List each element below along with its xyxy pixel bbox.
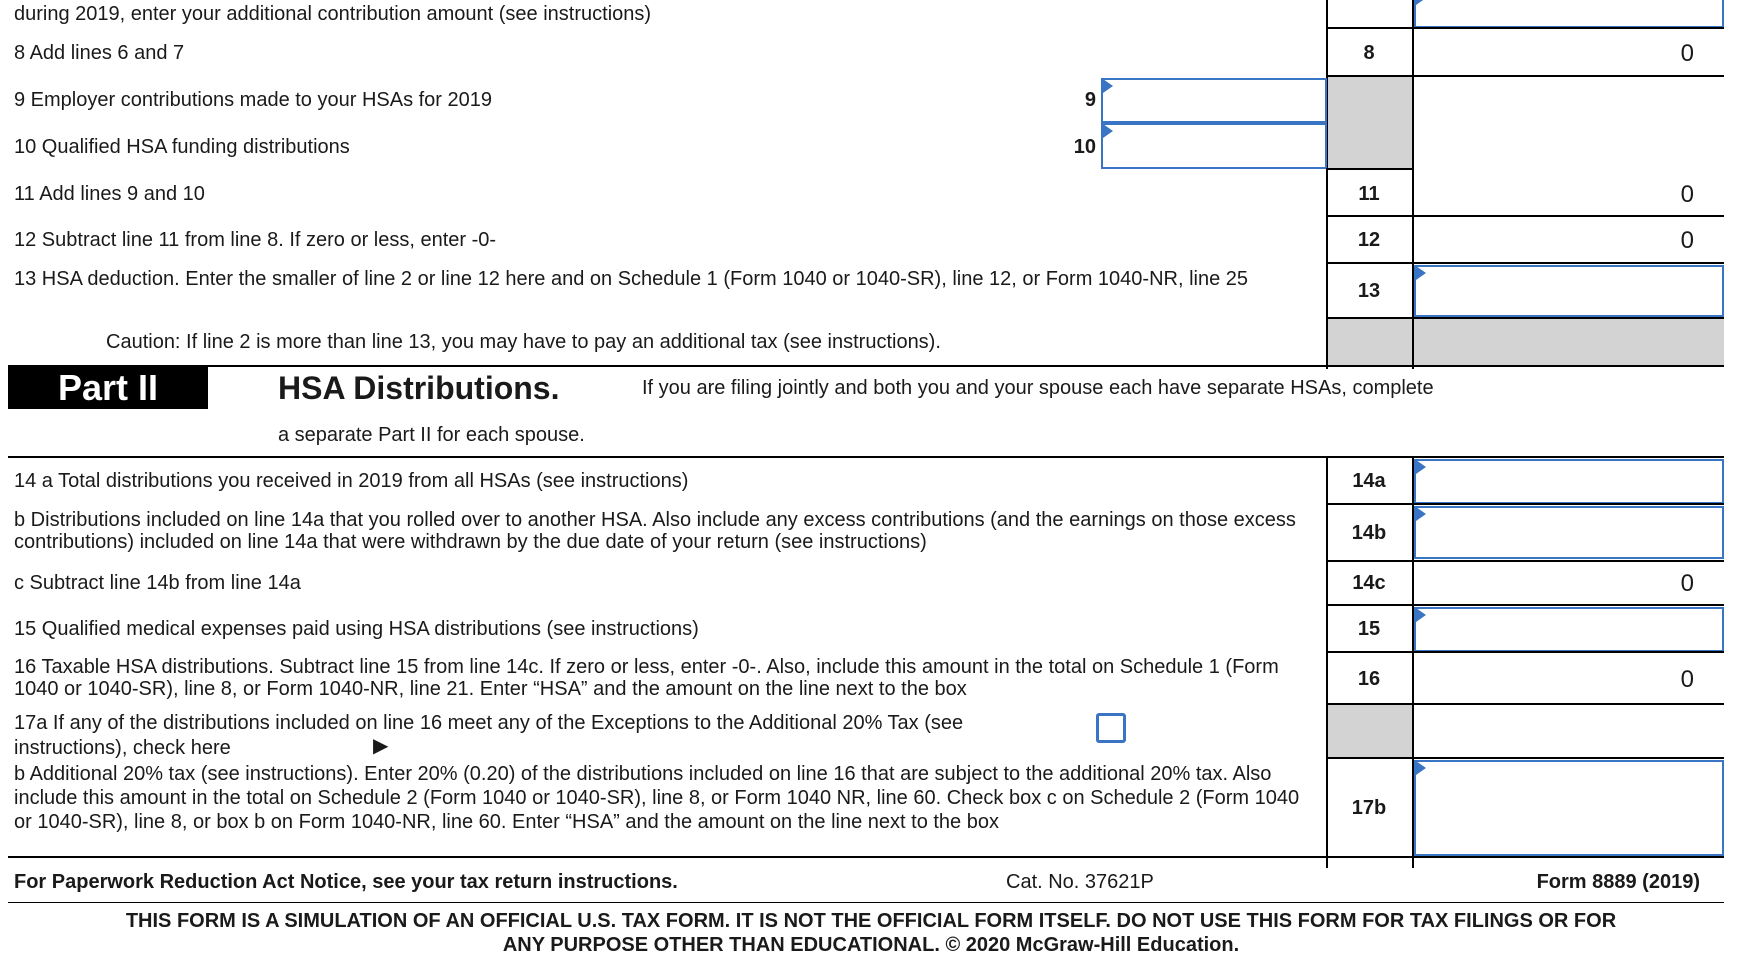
- line14c-number: 14c: [1352, 572, 1386, 594]
- footer-rule: [8, 902, 1724, 903]
- form-id: Form 8889 (2019): [1536, 871, 1700, 893]
- line8-number: 8: [1363, 42, 1375, 64]
- line7-input[interactable]: [1414, 0, 1724, 28]
- caution-note: Caution: If line 2 is more than line 13, you may have to pay an additional tax (see instructions).: [106, 331, 941, 353]
- line17b-input[interactable]: [1414, 760, 1724, 856]
- line10-inline-number: 10: [1073, 136, 1096, 158]
- line17a-label-2: instructions), check here: [14, 737, 231, 759]
- part2-description-2: a separate Part II for each spouse.: [278, 424, 585, 446]
- line15-label: 15 Qualified medical expenses paid using HSA distributions (see instructions): [14, 618, 699, 640]
- line9-input[interactable]: [1101, 78, 1327, 123]
- line15-input[interactable]: [1414, 607, 1724, 652]
- line10-input[interactable]: [1101, 123, 1327, 169]
- line11-amount: 0: [1680, 181, 1694, 208]
- row-divider: [1326, 604, 1724, 606]
- row-divider: [1326, 503, 1724, 505]
- shaded-cell: [1328, 77, 1412, 169]
- line11-number: 11: [1358, 183, 1380, 205]
- part2-label: Part II: [8, 367, 208, 409]
- line12-number: 12: [1357, 229, 1381, 251]
- part2-top-rule: [8, 365, 1724, 367]
- line9-label: 9 Employer contributions made to your HSAs for 2019: [14, 89, 493, 111]
- line12-amount: 0: [1680, 227, 1694, 254]
- line17b-number: 17b: [1351, 797, 1387, 819]
- line14b-number: 14b: [1351, 522, 1387, 544]
- arrow-right-icon: ▶: [373, 735, 389, 757]
- line17a-label: 17a If any of the distributions included on line 16 meet any of the Exceptions to the Additional 20% Tax (see: [14, 712, 964, 734]
- row-divider: [1326, 262, 1724, 264]
- shaded-cell: [1328, 705, 1412, 757]
- line14b-label: b Distributions included on line 14a that you rolled over to another HSA. Also include any excess contributions (and the earnings on those excess contributions) included on line 14a that were withdrawn by the due date of your return (see instructions): [14, 509, 1296, 553]
- row-divider: [1326, 27, 1724, 29]
- line12-label: 12 Subtract line 11 from line 8. If zero or less, enter -0-: [14, 229, 497, 251]
- line15-number: 15: [1357, 618, 1381, 640]
- line9-inline-number: 9: [1084, 89, 1096, 111]
- line11-label: 11 Add lines 9 and 10: [14, 183, 205, 205]
- disclaimer-line-1: THIS FORM IS A SIMULATION OF AN OFFICIAL U.S. TAX FORM. IT IS NOT THE OFFICIAL FORM ITSELF. DO NOT USE THIS FORM FOR TAX FILINGS OR FOR: [125, 910, 1617, 932]
- line13-number: 13: [1357, 280, 1381, 302]
- row-divider: [1326, 215, 1724, 217]
- line14a-label: 14 a Total distributions you received in 2019 from all HSAs (see instructions): [14, 470, 689, 492]
- disclaimer-line-2: ANY PURPOSE OTHER THAN EDUCATIONAL. © 2020 McGraw-Hill Education.: [502, 934, 1240, 956]
- line8-label: 8 Add lines 6 and 7: [14, 42, 185, 64]
- line13-label: 13 HSA deduction. Enter the smaller of line 2 or line 12 here and on Schedule 1 (Form 1040 or 1040-SR), line 12, or Form 1040-NR, line 25: [14, 268, 1249, 290]
- line13-input[interactable]: [1414, 265, 1724, 317]
- line16-label: 16 Taxable HSA distributions. Subtract line 15 from line 14c. If zero or less, enter -0-. Also, include this amount in the total on Schedule 1 (Form 1040 or 1040-SR), line 8, or Form 1040-NR, line 21. Enter “HSA” and the amount on the line next to the box: [14, 656, 1279, 700]
- part2-description: If you are filing jointly and both you and your spouse each have separate HSAs, complete: [642, 377, 1434, 399]
- row-divider: [1326, 560, 1724, 562]
- shaded-cell: [1414, 319, 1724, 365]
- line8-amount: 0: [1680, 40, 1694, 67]
- line14c-label: c Subtract line 14b from line 14a: [14, 572, 301, 594]
- line10-label: 10 Qualified HSA funding distributions: [14, 136, 350, 158]
- row-divider: [8, 856, 1724, 858]
- line16-number: 16: [1357, 668, 1381, 690]
- row-divider: [1326, 651, 1724, 653]
- line17b-label: b Additional 20% tax (see instructions). Enter 20% (0.20) of the distributions included on line 16 that are subject to the additional 20% tax. Also include this amount in the total on Schedule 2 (Form 1040 or 1040-SR), line 8, or Form 1040 NR, line 60. Check box c on Schedule 2 (Form 1040 or 1040-SR), line 8, or box b on Form 1040-NR, line 60. Enter “HSA” and the amount on the line next to the box: [14, 763, 1300, 833]
- part2-title: HSA Distributions.: [278, 370, 560, 406]
- row-divider: [1326, 757, 1724, 759]
- line14c-amount: 0: [1680, 570, 1694, 597]
- line14b-input[interactable]: [1414, 506, 1724, 559]
- line14a-number: 14a: [1352, 470, 1386, 492]
- line16-amount: 0: [1680, 666, 1694, 693]
- line7-continuation: during 2019, enter your additional contribution amount (see instructions): [14, 3, 652, 25]
- part2-bottom-rule: [8, 456, 1724, 458]
- line17a-checkbox[interactable]: [1096, 713, 1126, 743]
- paperwork-notice: For Paperwork Reduction Act Notice, see your tax return instructions.: [14, 871, 678, 893]
- catalog-number: Cat. No. 37621P: [1006, 871, 1154, 893]
- line14a-input[interactable]: [1414, 459, 1724, 504]
- row-divider: [1326, 168, 1412, 170]
- shaded-cell: [1328, 319, 1412, 365]
